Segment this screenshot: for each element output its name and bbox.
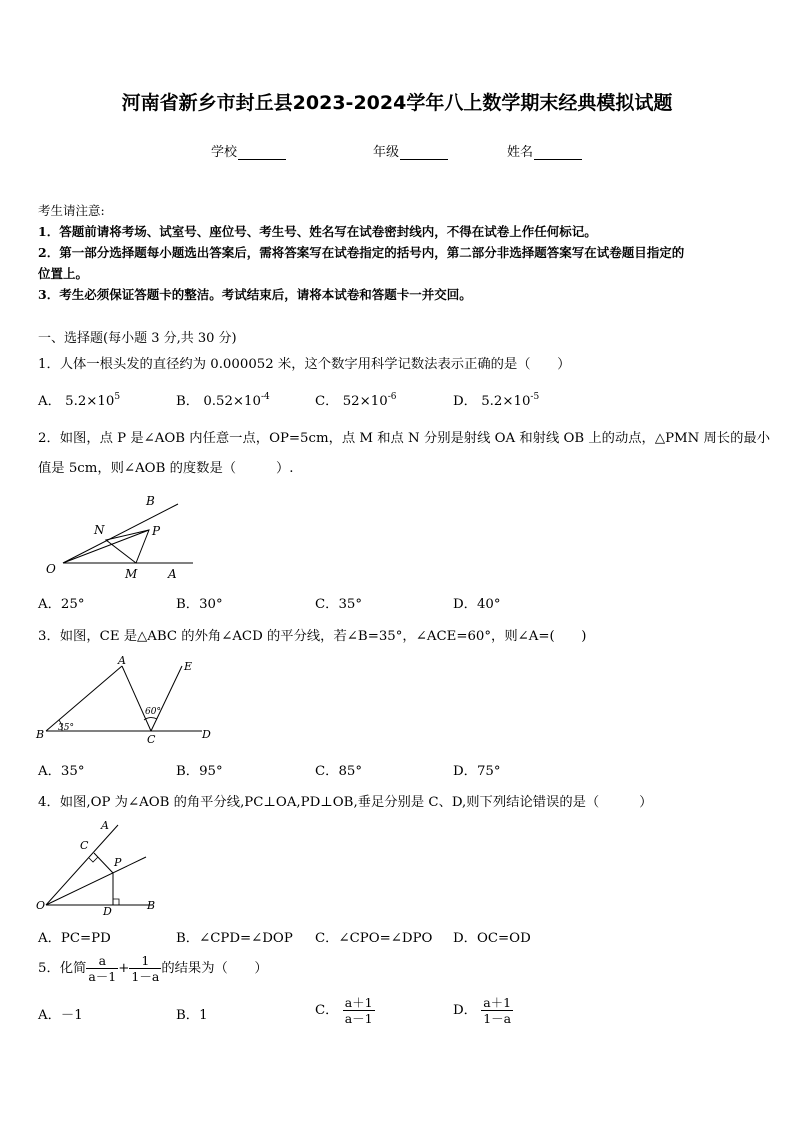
segment-pc [94,853,113,873]
right-angle-d [113,899,119,905]
label-a: A [168,567,177,581]
grade-label: 年级 [373,145,400,160]
label-o: O [36,899,46,912]
label-a: A [101,819,109,832]
ray-op [46,857,146,905]
q5-option-d[interactable]: D． $\frac{a+1}{1-a}$ [453,995,512,1026]
label-a: A [118,654,126,667]
angle-35-label: 35° [58,723,74,733]
q3-option-b[interactable]: B．95° [176,764,223,779]
q3-option-d[interactable]: D．75° [453,764,501,779]
q5-option-c-fraction: $\frac{a+1}{a-1}$ [344,995,373,1026]
notice-heading: 考生请注意: [38,203,105,218]
label-n: N [94,523,105,537]
q5-fraction-2: $\frac{1}{1-a}$ [131,953,160,984]
school-label: 学校 [211,145,238,160]
grade-blank [400,147,448,160]
label-b: B [36,728,45,741]
q5-fraction-1: $\frac{a}{a-1}$ [88,953,117,984]
q4-option-d[interactable]: D．OC=OD [453,931,531,946]
q2-option-a[interactable]: A．25° [38,597,85,612]
q4-option-b[interactable]: B．∠CPD=∠DOP [176,931,293,946]
q5-suffix: 的结果为（ ） [161,961,268,976]
grade-field [373,141,448,160]
q1-option-a[interactable]: A． $5.2\times 10^5$ [38,392,121,409]
page-title: 河南省新乡市封丘县2023-2024学年八上数学期末经典模拟试题 [121,92,673,114]
label-d: D [202,728,211,741]
q4-option-c[interactable]: C．∠CPO=∠DPO [315,931,433,946]
q5-stem [38,953,268,984]
name-blank [534,147,582,160]
q4-figure [34,817,169,917]
q1-stem: 1．人体一根头发的直径约为 0.000052 米，这个数字用科学记数法表示正确的是（ ） [38,357,571,372]
label-d: D [103,905,112,917]
label-b: B [147,899,156,912]
q2-option-c[interactable]: C．35° [315,597,363,612]
q4-stem: 4．如图,OP 为∠AOB 的角平分线,PC⊥OA,PD⊥OB,垂足分别是 C、D,则下列结论错误的是（ ） [38,795,653,810]
q3-option-a[interactable]: A．35° [38,764,85,779]
label-e: E [184,660,193,673]
label-p: P [114,856,122,869]
ray-ob [63,504,178,563]
ray-oa [46,825,118,905]
q5-plus: + [118,961,130,976]
notice-line-2: 2．第一部分选择题每小题选出答案后，需将答案写在试卷指定的括号内，第二部分非选择题答案写在试卷题目指定的 [38,245,685,260]
label-c: C [147,733,156,746]
q5-option-c[interactable]: C． $\frac{a+1}{a-1}$ [315,995,373,1026]
q3-figure [34,652,224,747]
q5-option-a[interactable]: A．－1 [38,1008,83,1023]
triangle-pmn [106,530,149,563]
segment-ac [122,666,151,731]
name-label: 姓名 [507,145,534,160]
label-o: O [46,562,56,576]
q2-figure [38,488,208,583]
angle-60-label: 60° [145,707,161,717]
notice-line-3: 位置上。 [38,266,89,281]
q5-option-d-fraction: $\frac{a+1}{1-a}$ [483,995,512,1026]
q2-option-b[interactable]: B．30° [176,597,223,612]
q4-option-a[interactable]: A．PC=PD [38,931,111,946]
label-m: M [125,567,138,581]
segment-op [63,530,149,563]
q5-option-b[interactable]: B．1 [176,1008,208,1023]
label-c: C [80,839,89,852]
right-angle-c [89,857,98,862]
school-field [211,141,286,160]
q1-option-b[interactable]: B． $0.52\times 10^{-4}$ [176,392,270,409]
q2-stem-line-1: 2．如图，点 P 是∠AOB 内任意一点，OP=5cm，点 M 和点 N 分别是射线 OA 和射线 OB 上的动点，△PMN 周长的最小 [38,431,770,446]
ray-ce [151,666,182,731]
q2-option-d[interactable]: D．40° [453,597,501,612]
name-field [507,141,582,160]
label-p: P [152,524,161,538]
q3-stem: 3．如图，CE 是△ABC 的外角∠ACD 的平分线，若∠B=35°，∠ACE=60°，则∠A=( ) [38,629,587,644]
notice-line-1: 1．答题前请将考场、试室号、座位号、考生号、姓名写在试卷密封线内，不得在试卷上作任何标记。 [38,224,597,239]
q1-option-d[interactable]: D． $5.2\times 10^{-5}$ [453,392,540,409]
segment-ab [46,666,122,731]
label-b: B [146,494,155,508]
q2-stem-line-2: 值是 5cm，则∠AOB 的度数是（ ）. [38,461,294,476]
school-blank [238,147,286,160]
section-heading: 一、选择题(每小题 3 分,共 30 分) [38,331,237,346]
q1-option-c[interactable]: C． $52\times 10^{-6}$ [315,392,397,409]
notice-line-4: 3．考生必须保证答题卡的整洁。考试结束后，请将本试卷和答题卡一并交回。 [38,287,472,302]
q5-prefix: 5．化简 [38,961,87,976]
q3-option-c[interactable]: C．85° [315,764,363,779]
